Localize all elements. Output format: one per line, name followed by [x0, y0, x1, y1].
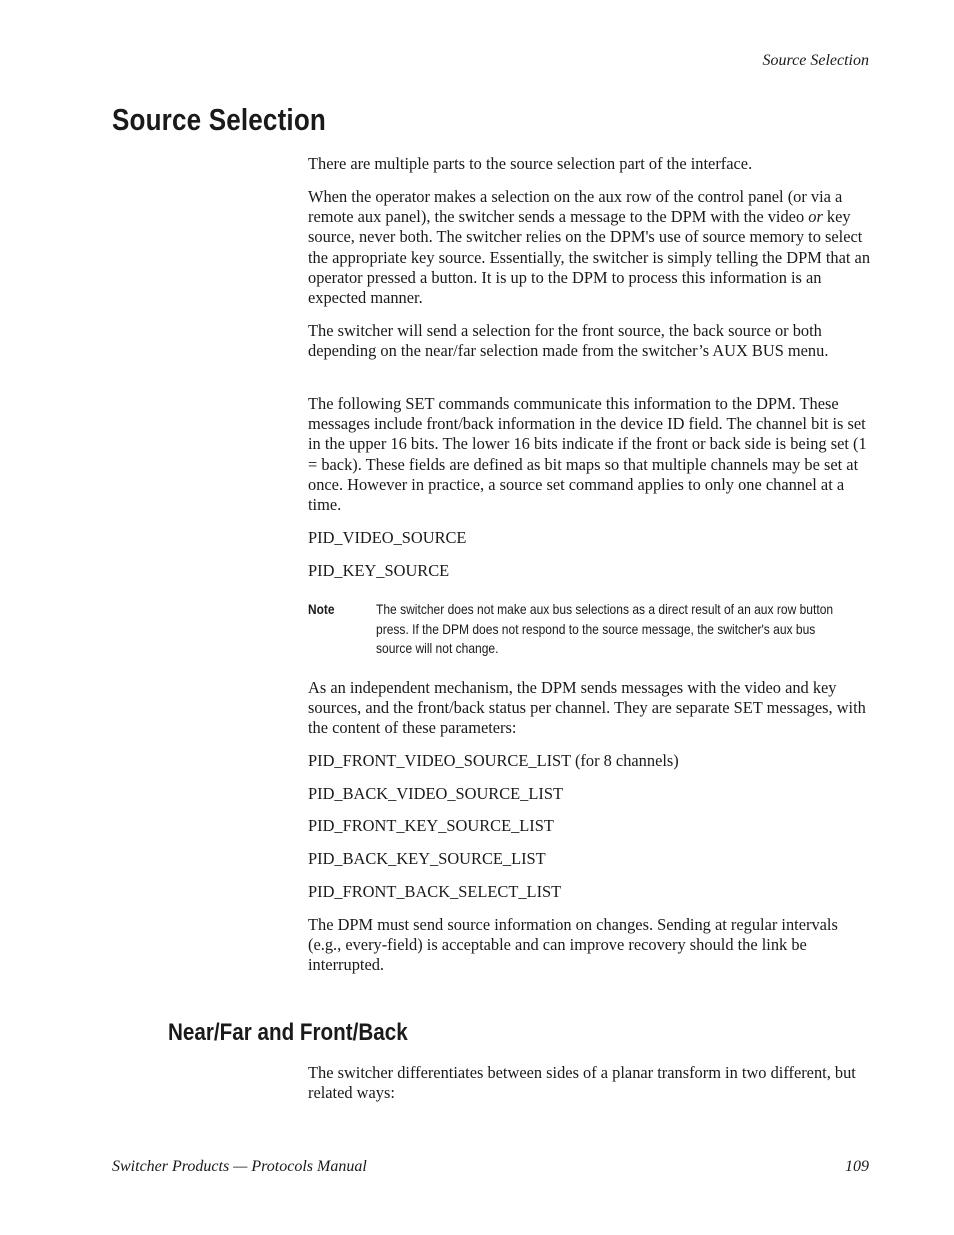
source-changes-text: The DPM must send source information on changes. Sending at regular intervals (e.g., every-field) is acceptable and can improve recovery should the link be interrupted. [308, 915, 838, 975]
pid-video-source-text: PID_VIDEO_SOURCE [308, 528, 467, 547]
list-item [308, 882, 870, 902]
front-back-selection-paragraph [308, 321, 870, 361]
independent-mechanism-paragraph [308, 678, 870, 739]
pid-key-source-text: PID_KEY_SOURCE [308, 561, 450, 580]
intro-text: There are multiple parts to the source selection part of the interface. [308, 154, 753, 173]
footer-manual-title: Switcher Products — Protocols Manual [112, 1158, 367, 1175]
aux-row-text [308, 187, 870, 308]
source-changes-paragraph [308, 915, 870, 976]
subsection-heading: Near/Far and Front/Back [168, 1019, 408, 1046]
independent-mechanism-text: As an independent mechanism, the DPM sends messages with the video and key sources, and the front/back status per channel. They are separate SET messages, with the content of these parameters: [308, 678, 866, 738]
page-number: 109 [845, 1158, 869, 1175]
section-heading: Source Selection [112, 102, 326, 137]
pid-list-item: PID_BACK_KEY_SOURCE_LIST [308, 849, 546, 868]
pid-list-item: PID_FRONT_VIDEO_SOURCE_LIST (for 8 channels) [308, 751, 679, 770]
running-header: Source Selection [762, 52, 869, 69]
aux-row-text-emphasis: or [808, 207, 823, 227]
pid-key-source [308, 561, 870, 581]
note-label: Note [308, 601, 335, 617]
set-commands-text: The following SET commands communicate this information to the DPM. These messages include front/back information in the device ID field. The channel bit is set in the upper 16 bits. The lower 16 bits indicate if the front or back side is being set (1 = back). These fields are defined as bit maps so that multiple channels may be set at once. However in practice, a source set command applies to only one channel at a time. [308, 394, 867, 515]
list-item [308, 849, 870, 869]
intro-paragraph [308, 154, 870, 174]
planar-transform-text: The switcher differentiates between sides of a planar transform in two different, but related ways: [308, 1063, 856, 1103]
list-item [308, 784, 870, 804]
set-commands-paragraph [308, 394, 870, 515]
aux-row-text-start: When the operator makes a selection on the aux row of the control panel (or via a remote aux panel), the switcher sends a message to the DPM with the video [308, 187, 843, 227]
pid-list-item: PID_FRONT_BACK_SELECT_LIST [308, 882, 562, 901]
planar-transform-paragraph [308, 1063, 870, 1103]
pid-list-item: PID_FRONT_KEY_SOURCE_LIST [308, 816, 554, 835]
list-item [308, 816, 870, 836]
note-text: The switcher does not make aux bus selections as a direct result of an aux row button press. If the DPM does not respond to the source message, the switcher's aux bus source will not change. [376, 601, 834, 656]
front-back-selection-text: The switcher will send a selection for the front source, the back source or both depending on the near/far selection made from the switcher’s AUX BUS menu. [308, 321, 829, 361]
pid-video-source [308, 528, 870, 548]
aux-row-text-end: key source, never both. The switcher relies on the DPM's use of source memory to select the appropriate key source. Essentially, the switcher is simply telling the DPM that an operator pressed a button. It is up to the DPM to process this information is an expected manner. [308, 207, 871, 308]
aux-row-paragraph [308, 187, 870, 308]
list-item [308, 751, 870, 771]
pid-list-item: PID_BACK_VIDEO_SOURCE_LIST [308, 784, 563, 803]
